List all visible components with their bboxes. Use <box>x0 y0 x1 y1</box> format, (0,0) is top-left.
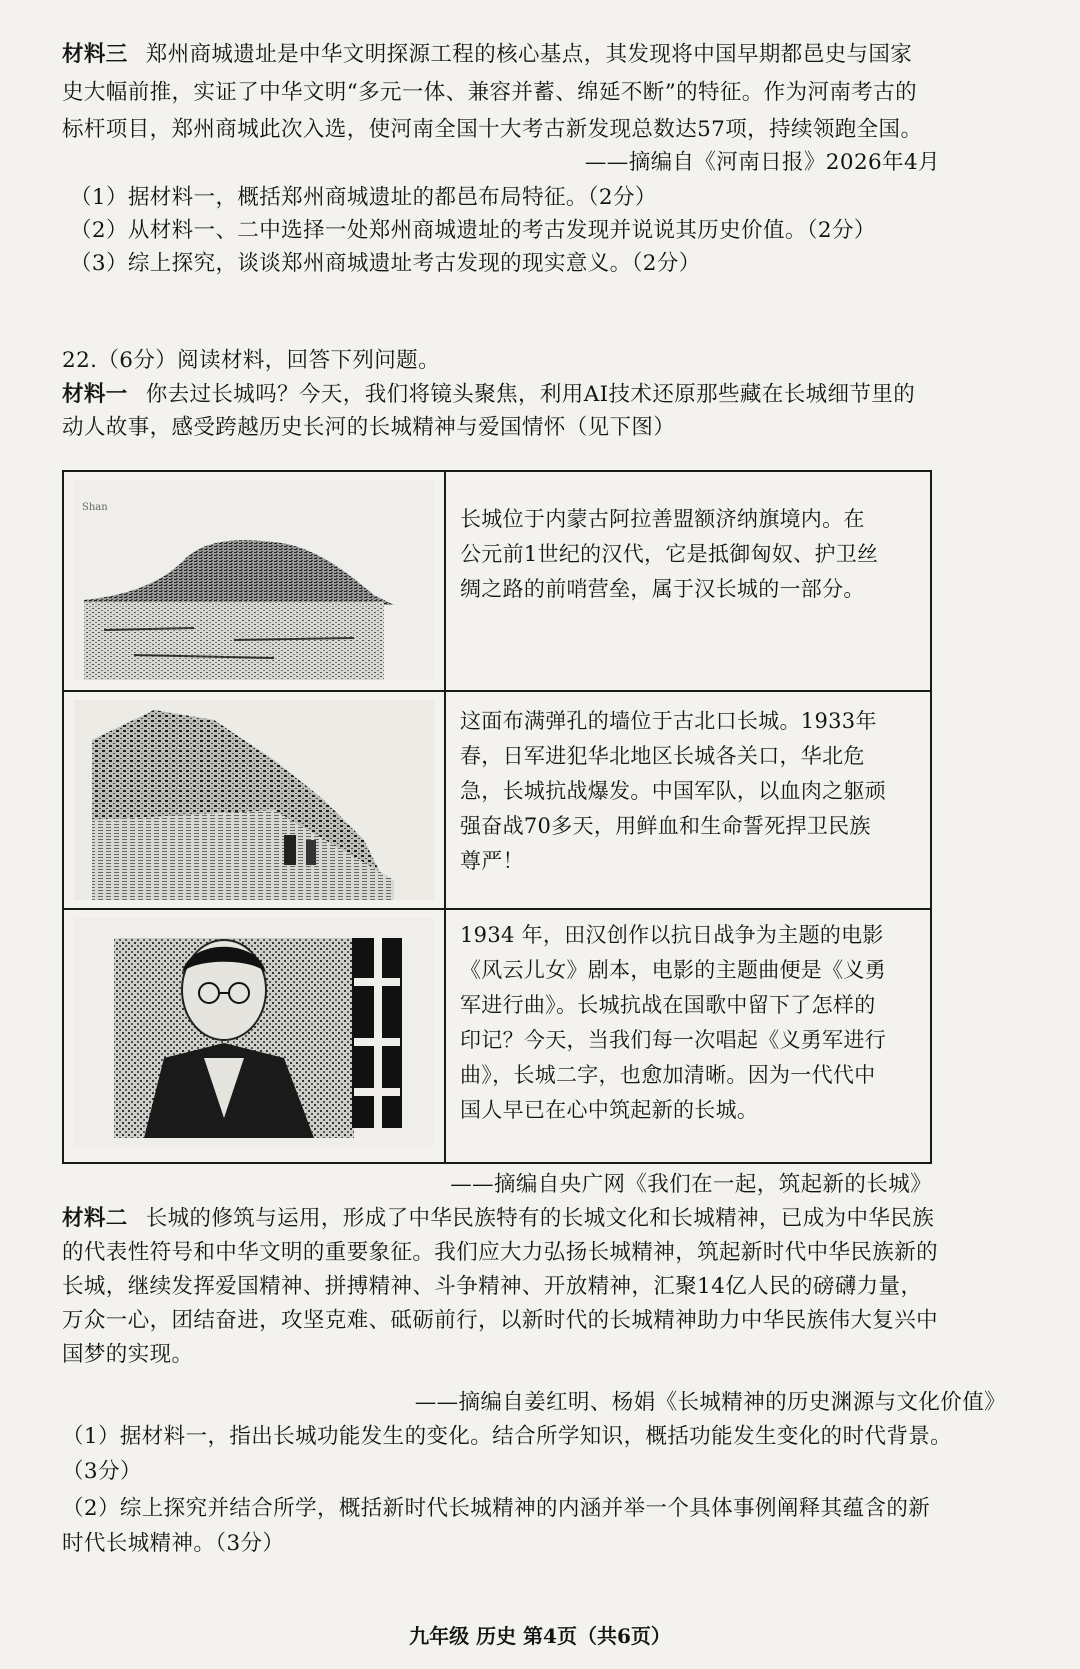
q22-material1-line-1: 材料一 你去过长城吗？今天，我们将镜头聚焦，利用AI技术还原那些藏在长城细节里的 <box>62 382 916 407</box>
svg-text:Shan: Shan <box>82 502 108 513</box>
table-row <box>64 908 930 1162</box>
material3-label: 材料三 <box>62 42 128 67</box>
material2-source: ——摘编自姜红明、杨娟《长城精神的历史渊源与文化价值》 <box>414 1390 1006 1415</box>
q22-question-1-score: （3分） <box>62 1459 142 1484</box>
material3-line-1: 材料三 郑州商城遗址是中华文明探源工程的核心基点，其发现将中国早期都邑史与国家 <box>62 42 913 67</box>
material3-source: ——摘编自《河南日报》2026年4月 <box>584 150 940 175</box>
q22-material2-line-1: 材料二 长城的修筑与运用，形成了中华民族特有的长城文化和长城精神，已成为中华民族 <box>62 1206 935 1231</box>
q22-header: 22.（6分）阅读材料，回答下列问题。 <box>62 348 440 373</box>
table-row <box>64 690 930 908</box>
q22-material1-label: 材料一 <box>62 382 128 407</box>
tian-han-portrait <box>74 918 434 1148</box>
q22-material2-line-5: 国梦的实现。 <box>62 1342 194 1367</box>
table-text-cell: 1934 年，田汉创作以抗日战争为主题的电影 《风云儿女》剧本，电影的主题曲便是《义勇 军进行曲》。长城抗战在国歌中留下了怎样的 印记？今天，当我们每一次唱起《义勇军进行 曲》，长城二字，也愈加清晰。因为一代代中 国人早已在心中筑起新的长城。 <box>460 923 886 1122</box>
q21-item-2: （2）从材料一、二中选择一处郑州商城遗址的考古发现并说说其历史价值。（2分） <box>70 218 876 243</box>
q22-material2-label: 材料二 <box>62 1206 128 1231</box>
material3-line-3: 标杆项目，郑州商城此次入选，使河南全国十大考古新发现总数达57项，持续领跑全国。 <box>62 117 923 142</box>
q21-item-3: （3）综上探究，谈谈郑州商城遗址考古发现的现实意义。（2分） <box>70 251 701 276</box>
q22-question-2-cont: 时代长城精神。（3分） <box>62 1531 285 1556</box>
table-text-cell: 这面布满弹孔的墙位于古北口长城。1933年 春，日军进犯华北地区长城各关口，华北危 急，长城抗战爆发。中国军队，以血肉之躯顽 强奋战70多天，用鲜血和生命誓死捍卫民族 尊严！ <box>460 709 886 873</box>
table-row <box>64 472 930 690</box>
material1-table <box>62 470 932 1164</box>
q22-question-2: （2）综上探究并结合所学，概括新时代长城精神的内涵并举一个具体事例阐释其蕴含的新 <box>62 1496 931 1521</box>
q21-item-1: （1）据材料一，概括郑州商城遗址的都邑布局特征。（2分） <box>70 185 657 210</box>
bullet-wall-photo <box>74 700 434 900</box>
q22-material2-line-3: 长城，继续发挥爱国精神、拼搏精神、斗争精神、开放精神，汇聚14亿人民的磅礴力量， <box>62 1274 923 1299</box>
material3-line-2: 史大幅前推，实证了中华文明“多元一体、兼容并蓄、绵延不断”的特征。作为河南考古的 <box>62 80 917 105</box>
table-image-cell <box>64 692 446 908</box>
table-text-cell: 长城位于内蒙古阿拉善盟额济纳旗境内。在 公元前1世纪的汉代，它是抵御匈奴、护卫丝 绸之路的前哨营垒，属于汉长城的一部分。 <box>460 507 879 601</box>
table-image-cell <box>64 910 446 1162</box>
fortress-ruin-photo <box>74 480 434 680</box>
material1-source: ——摘编自央广网《我们在一起，筑起新的长城》 <box>450 1172 932 1197</box>
q22-question-1: （1）据材料一，指出长城功能发生的变化。结合所学知识，概括功能发生变化的时代背景。 <box>62 1424 953 1449</box>
q22-material2-line-2: 的代表性符号和中华文明的重要象征。我们应大力弘扬长城精神，筑起新时代中华民族新的 <box>62 1240 939 1265</box>
table-image-cell <box>64 472 446 690</box>
q22-material2-line-4: 万众一心，团结奋进，攻坚克难、砥砺前行，以新时代的长城精神助力中华民族伟大复兴中 <box>62 1308 939 1333</box>
q22-material1-line-2: 动人故事，感受跨越历史长河的长城精神与爱国情怀（见下图） <box>62 415 676 440</box>
page-footer: 九年级 历史 第4页（共6页） <box>409 1624 671 1648</box>
